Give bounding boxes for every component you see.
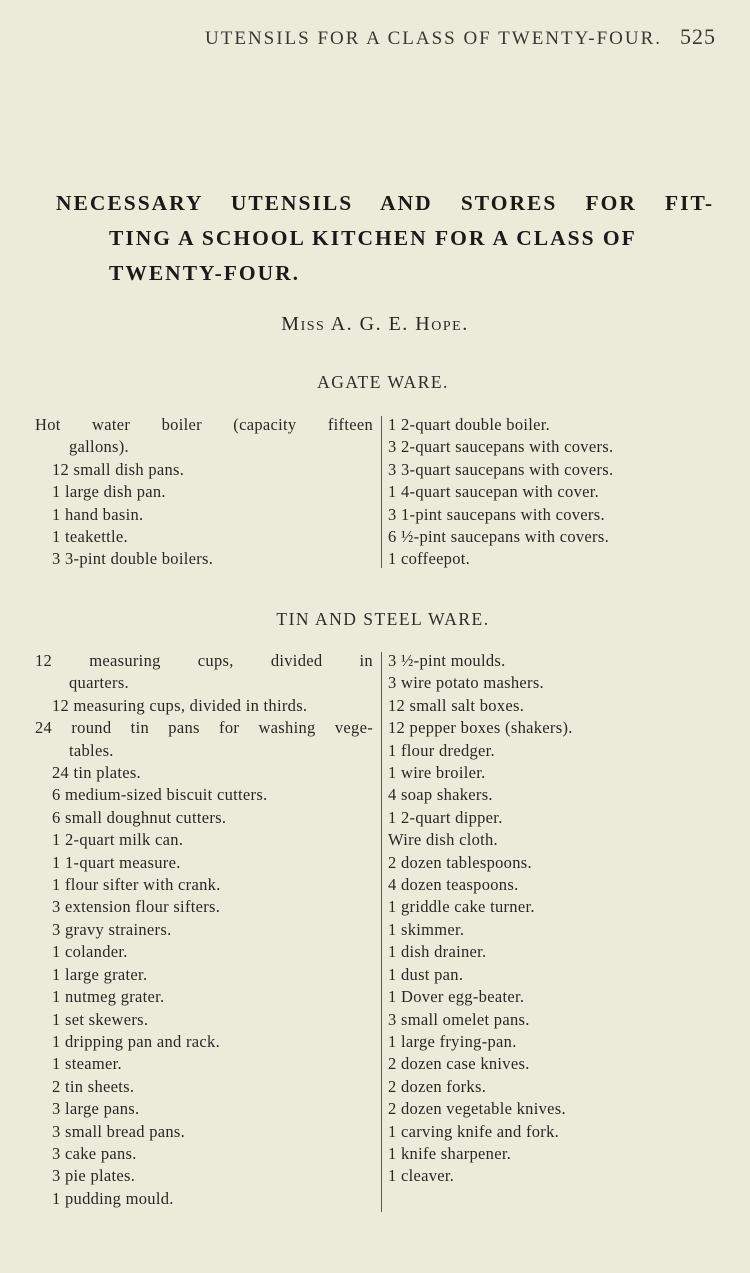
list-item bbox=[388, 1076, 722, 1098]
list-item-text: 3 2-quart saucepans with covers. bbox=[388, 437, 614, 457]
list-item bbox=[388, 717, 722, 739]
list-item bbox=[52, 1121, 373, 1143]
list-item bbox=[388, 852, 722, 874]
list-item bbox=[388, 762, 722, 784]
list-item-text: 1 dust pan. bbox=[388, 964, 464, 984]
list-item bbox=[52, 1188, 373, 1210]
list-item bbox=[52, 459, 373, 481]
list-item bbox=[388, 1165, 722, 1187]
list-item-text: 1 teakettle. bbox=[52, 527, 128, 547]
list-item-text: 1 skimmer. bbox=[388, 919, 465, 939]
list-item-text: 1 2-quart dipper. bbox=[388, 807, 503, 827]
list-item bbox=[388, 414, 722, 436]
list-item-text: 3 1-pint saucepans with covers. bbox=[388, 504, 605, 524]
list-item-text: 6 ½-pint saucepans with covers. bbox=[388, 527, 609, 547]
list-item-text: Hot water boiler (capacity fifteen bbox=[35, 415, 373, 434]
list-item-text: 2 dozen forks. bbox=[388, 1076, 487, 1096]
list-item-text: 1 carving knife and fork. bbox=[388, 1121, 560, 1141]
list-item bbox=[52, 481, 373, 503]
list-item bbox=[52, 1143, 373, 1165]
list-item bbox=[388, 504, 722, 526]
agate-ware-right-column bbox=[388, 414, 722, 571]
title-line-3: TWENTY-FOUR. bbox=[109, 261, 301, 285]
list-item bbox=[388, 650, 722, 672]
tin-steel-right-column bbox=[388, 650, 722, 1188]
list-item bbox=[52, 1098, 373, 1120]
list-item bbox=[388, 941, 722, 963]
list-item bbox=[52, 941, 373, 963]
list-item bbox=[388, 672, 722, 694]
list-item-text: 3 large pans. bbox=[52, 1099, 140, 1119]
list-item-text: 1 coffeepot. bbox=[388, 549, 471, 569]
list-item bbox=[52, 695, 373, 717]
list-item-text: 1 large dish pan. bbox=[52, 482, 166, 502]
list-item bbox=[388, 1053, 722, 1075]
list-item-text: 1 dripping pan and rack. bbox=[52, 1031, 221, 1051]
list-item bbox=[52, 852, 373, 874]
list-item-text: 1 nutmeg grater. bbox=[52, 987, 165, 1007]
article-title bbox=[56, 186, 714, 291]
list-item bbox=[52, 1076, 373, 1098]
list-item-text: 12 pepper boxes (shakers). bbox=[388, 718, 573, 738]
list-item-text: 3 cake pans. bbox=[52, 1143, 137, 1163]
list-item bbox=[52, 1053, 373, 1075]
list-item bbox=[52, 896, 373, 918]
list-item bbox=[35, 717, 373, 762]
list-item-text: 12 small dish pans. bbox=[52, 459, 185, 479]
list-item bbox=[35, 650, 373, 695]
list-item bbox=[52, 919, 373, 941]
list-item-continuation: tables. bbox=[69, 740, 114, 760]
list-item-text: 24 tin plates. bbox=[52, 763, 141, 783]
list-item-text: 4 soap shakers. bbox=[388, 785, 493, 805]
list-item-text: 1 wire broiler. bbox=[388, 763, 486, 783]
list-item bbox=[388, 695, 722, 717]
list-item-text: 3 extension flour sifters. bbox=[52, 897, 221, 917]
list-item bbox=[388, 1031, 722, 1053]
list-item-text: 1 4-quart saucepan with cover. bbox=[388, 482, 600, 502]
list-item-text: 6 small doughnut cutters. bbox=[52, 807, 227, 827]
column-divider bbox=[381, 652, 382, 1212]
list-item-text: 1 set skewers. bbox=[52, 1009, 149, 1029]
tin-steel-ware-heading: TIN AND STEEL WARE. bbox=[276, 609, 490, 629]
list-item-text: 2 tin sheets. bbox=[52, 1076, 135, 1096]
list-item-text: 1 steamer. bbox=[52, 1054, 122, 1074]
list-item bbox=[388, 1121, 722, 1143]
list-item-text: 3 small bread pans. bbox=[52, 1121, 186, 1141]
list-item bbox=[388, 986, 722, 1008]
list-item bbox=[388, 829, 722, 851]
list-item bbox=[388, 481, 722, 503]
list-item-continuation: gallons). bbox=[69, 437, 129, 457]
list-item-text: 3 wire potato mashers. bbox=[388, 673, 544, 693]
running-head-title: UTENSILS FOR A CLASS OF TWENTY-FOUR. bbox=[205, 28, 662, 49]
running-head bbox=[0, 24, 716, 50]
title-line-2: TING A SCHOOL KITCHEN FOR A CLASS OF bbox=[109, 226, 637, 250]
list-item-text: 12 measuring cups, divided in thirds. bbox=[52, 695, 308, 715]
list-item-text: 1 knife sharpener. bbox=[388, 1143, 512, 1163]
column-divider bbox=[381, 416, 382, 568]
list-item bbox=[52, 1165, 373, 1187]
list-item bbox=[388, 896, 722, 918]
list-item-text: 1 colander. bbox=[52, 942, 128, 962]
list-item-text: 1 large frying-pan. bbox=[388, 1031, 517, 1051]
list-item bbox=[52, 504, 373, 526]
tin-steel-ware-lists bbox=[35, 650, 722, 1220]
list-item bbox=[388, 459, 722, 481]
list-item bbox=[52, 986, 373, 1008]
list-item-text: 3 gravy strainers. bbox=[52, 919, 172, 939]
list-item bbox=[52, 784, 373, 806]
title-line-1: NECESSARY UTENSILS AND STORES FOR FIT- bbox=[56, 191, 714, 215]
list-item-text: 2 dozen vegetable knives. bbox=[388, 1099, 566, 1119]
list-item bbox=[388, 548, 722, 570]
list-item-text: 2 dozen case knives. bbox=[388, 1054, 530, 1074]
list-item-text: 1 2-quart double boiler. bbox=[388, 415, 551, 434]
list-item bbox=[52, 964, 373, 986]
list-item-text: 1 Dover egg-beater. bbox=[388, 987, 525, 1007]
list-item-text: 1 flour sifter with crank. bbox=[52, 875, 221, 895]
list-item bbox=[388, 526, 722, 548]
list-item-text: 1 griddle cake turner. bbox=[388, 897, 535, 917]
list-item bbox=[52, 874, 373, 896]
list-item-text: 3 ½-pint moulds. bbox=[388, 651, 506, 670]
page-number: 525 bbox=[680, 24, 716, 49]
agate-ware-left-column bbox=[35, 414, 373, 571]
list-item bbox=[52, 548, 373, 570]
list-item bbox=[388, 436, 722, 458]
list-item-text: Wire dish cloth. bbox=[388, 830, 498, 850]
list-item-text: 3 pie plates. bbox=[52, 1166, 136, 1186]
list-item bbox=[52, 1031, 373, 1053]
list-item-text: 1 2-quart milk can. bbox=[52, 830, 184, 850]
list-item-text: 12 measuring cups, divided in bbox=[35, 651, 373, 670]
list-item-text: 1 pudding mould. bbox=[52, 1188, 174, 1208]
list-item-text: 24 round tin pans for washing vege- bbox=[35, 718, 373, 738]
list-item bbox=[388, 1143, 722, 1165]
list-item-text: 6 medium-sized biscuit cutters. bbox=[52, 785, 268, 805]
list-item-text: 3 small omelet pans. bbox=[388, 1009, 530, 1029]
list-item bbox=[52, 1009, 373, 1031]
list-item bbox=[388, 919, 722, 941]
list-item-text: 1 1-quart measure. bbox=[52, 852, 181, 872]
list-item-text: 4 dozen teaspoons. bbox=[388, 875, 519, 895]
list-item-text: 1 cleaver. bbox=[388, 1166, 455, 1186]
list-item bbox=[52, 762, 373, 784]
agate-ware-lists bbox=[35, 414, 722, 572]
list-item-text: 1 dish drainer. bbox=[388, 942, 487, 962]
list-item bbox=[388, 964, 722, 986]
list-item-text: 3 3-pint double boilers. bbox=[52, 549, 214, 569]
list-item bbox=[388, 1009, 722, 1031]
list-item-continuation: quarters. bbox=[69, 673, 129, 693]
list-item bbox=[52, 807, 373, 829]
author-byline: Miss A. G. E. Hope. bbox=[281, 313, 469, 335]
list-item-text: 3 3-quart saucepans with covers. bbox=[388, 459, 614, 479]
list-item bbox=[52, 829, 373, 851]
tin-steel-left-column bbox=[35, 650, 373, 1210]
list-item bbox=[388, 874, 722, 896]
list-item-text: 12 small salt boxes. bbox=[388, 695, 525, 715]
list-item-text: 1 large grater. bbox=[52, 964, 148, 984]
list-item bbox=[35, 414, 373, 459]
list-item bbox=[388, 807, 722, 829]
list-item bbox=[388, 784, 722, 806]
agate-ware-heading: AGATE WARE. bbox=[317, 372, 449, 392]
list-item-text: 1 flour dredger. bbox=[388, 740, 495, 760]
list-item bbox=[388, 740, 722, 762]
list-item-text: 2 dozen tablespoons. bbox=[388, 852, 532, 872]
list-item bbox=[52, 526, 373, 548]
list-item bbox=[388, 1098, 722, 1120]
list-item-text: 1 hand basin. bbox=[52, 504, 144, 524]
